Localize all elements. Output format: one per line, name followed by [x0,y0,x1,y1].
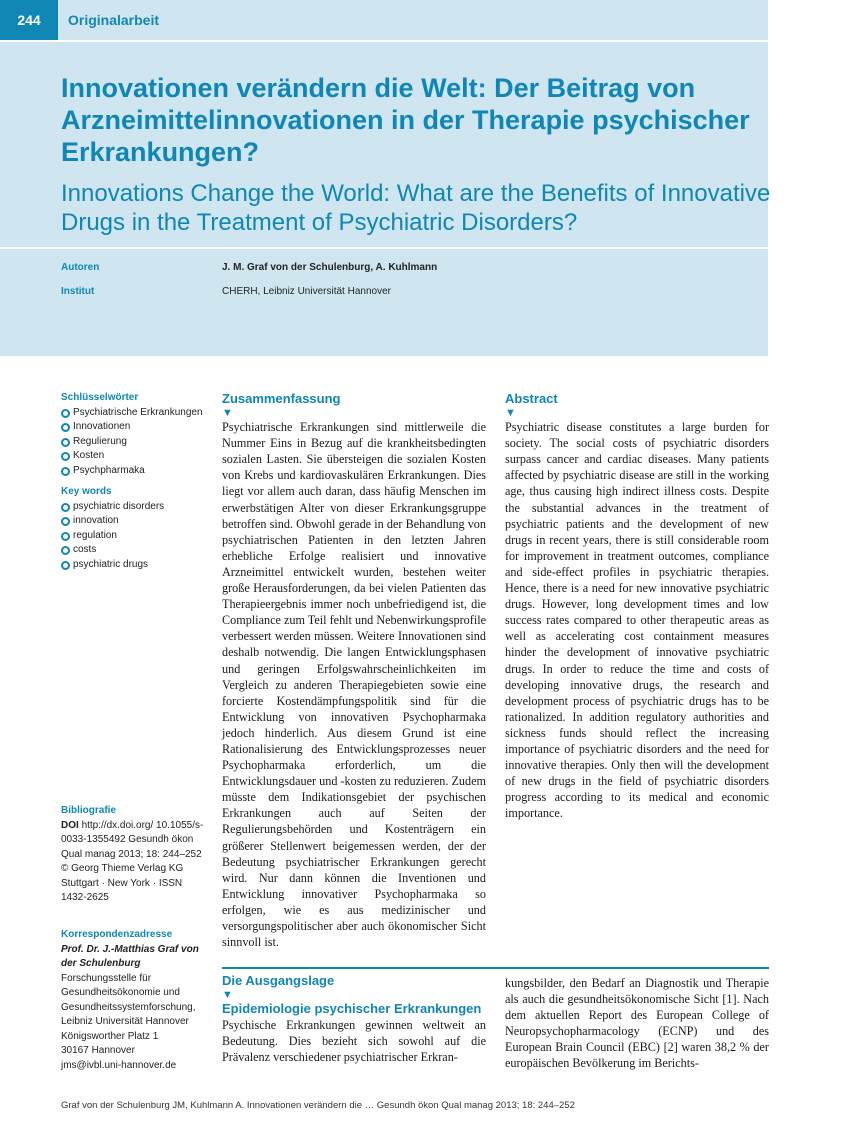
body-right-column [505,975,769,1072]
correspondence-line: 30167 Hannover [61,1045,135,1056]
keyword-item: Regulierung [61,435,206,450]
keyword-item: psychiatric disorders [61,500,206,515]
abstract-german-heading: Zusammenfassung [222,391,341,406]
triangle-marker-icon: ▼ [222,407,233,420]
correspondence-label: Korrespondenzadresse [61,929,173,940]
body-text-left: Psychische Erkrankungen gewinnen weltweit an Bedeutung. Dies bezieht sich sowohl auf die Prävalenz verschiedener psychiatrischer Erkran- [222,1018,486,1065]
keyword-item: Psychpharmaka [61,464,206,479]
institute: CHERH, Leibniz Universität Hannover [222,286,391,297]
title-english: Innovations Change the World: What are the Benefits of Innovative Drugs in the Treatment of Psychiatric Disorders? [61,180,771,236]
keywords-en-list [61,500,206,573]
page-number: 244 [0,0,58,40]
section-heading: Die Ausgangslage [222,973,335,988]
keyword-item: regulation [61,529,206,544]
title-divider [0,247,768,249]
authors: J. M. Graf von der Schulenburg, A. Kuhlmann [222,262,438,273]
triangle-marker-icon: ▼ [222,989,233,1002]
keyword-item: costs [61,543,206,558]
section-label: Originalarbeit [68,12,160,28]
institute-label: Institut [61,286,95,297]
abstract-english-heading: Abstract [505,391,558,406]
correspondence-block [61,928,206,1073]
correspondence-name: Prof. Dr. J.-Matthias Graf von der Schulenburg [61,943,199,969]
abstract-german-text: Psychiatrische Erkrankungen sind mittlerweile die Nummer Eins in Bezug auf die krankheitsbedingten sozialen Lasten. Sie übersteigen die sozialen Kosten von Krebs und kardiovaskulären Erkrankungen. Dies liegt vor allem auch daran, dass häufig Menschen im erwerbstätigen Alter von dieser Erkrankungsgruppe betroffen sind. Obwohl gerade in der Behandlung von psychiatrischen Patienten in den letzten Jahren erhebliche Erfolge realisiert und innovative Arzneimittel entwickelt wurden, bestehen weiter große Herausforderungen, da bei vielen Patienten das Therapieergebnis immer noch unbefriedigend ist, die Compliance zum Teil fehlt und Nebenwirkungsprofile verbessert werden müssen. Weitere Innovationen sind deshalb notwendig. Die langen Entwicklungsphasen und geringen Erfolgswahrscheinlichkeiten im Vergleich zu anderen Therapiegebieten sowie eine forcierte Kostendämpfungspolitik sind für die Entwicklung von innovativen Psychopharmaka jedoch hinderlich. Aus diesem Grund ist eine Rationalisierung des Entwicklungsprozesses neuer Psychopharmaka erforderlich, um die Entwicklungsdauer und -kosten zu reduzieren. Zudem müsste dem Indikationsgebiet der psychischen Erkrankungen auch auf Seiten der Regulierungsbehörden und Kostenträgern ein größerer Stellenwert beigemessen werden, der der Bedeutung psychiatrischer Erkrankungen gerecht wird. Nur dann können die Inventionen und Entwicklung innovativer Psychopharmaka so erfolgen, wie es aus medizinischer und versorgungspolitischer aber auch ökonomischer Sicht sinnvoll ist. [222,420,486,950]
running-header [0,0,768,40]
correspondence-email[interactable]: jms@ivbl.uni-hannover.de [61,1059,177,1071]
bibliography-block [61,804,206,906]
footer-citation: Graf von der Schulenburg JM, Kuhlmann A. Innovationen verändern die … Gesundh ökon Qual manag 2013; 18: 244–252 [61,1100,575,1111]
keywords-sidebar [61,391,206,572]
section-rule [222,967,769,969]
body-text-right: kungsbilder, den Bedarf an Diagnostik und Therapie als auch die gesundheitsökonomische Sicht [1]. Nach dem aktuellen Report des European College of Neuropsychopharmacology (ECNP) und des European Brain Council (EBC) [2] waren 38,2 % der europäischen Bevölkerung im Berichts- [505,976,769,1071]
keyword-item: innovation [61,514,206,529]
keyword-item: psychiatric drugs [61,558,206,573]
keyword-item: Innovationen [61,420,206,435]
header-band [0,0,768,356]
abstract-german [222,391,486,950]
bibliography-text [61,819,206,906]
bibliography-details: http://dx.doi.org/ 10.1055/s-0033-1355492 Gesundh ökon Qual manag 2013; 18: 244–252 © Georg Thieme Verlag KG Stuttgart · New York · ISSN 1432-2625 [61,819,204,903]
correspondence-line: Gesundheitssystemforschung, [61,1001,196,1013]
keyword-item: Psychiatrische Erkrankungen [61,406,206,421]
title-german: Innovationen verändern die Welt: Der Beitrag von Arzneimittelinnovationen in der Therapie psychischer Erkrankungen? [61,73,750,167]
correspondence-line: Gesundheitsökonomie und [61,987,180,998]
subsection-heading: Epidemiologie psychischer Erkrankungen [222,1001,482,1017]
header-divider [0,40,768,42]
authors-label: Autoren [61,262,100,273]
keyword-item: Kosten [61,449,206,464]
triangle-marker-icon: ▼ [505,407,516,420]
correspondence-line: Forschungsstelle für [61,972,152,984]
doi-label: DOI [61,819,79,831]
keywords-de-list [61,406,206,479]
body-left-column [222,973,486,1065]
abstract-english-text: Psychiatric disease constitutes a large burden for society. The social costs of psychiatric disorders surpass cancer and cardiac diseases. Many patients affected by psychiatric disease are still in the working age, thus causing high indirect illness costs. Despite the substantial advances in the treatment of psychiatric patients and the development of new drugs in recent years, there is still considerable room for improvement in treatment outcomes, compliance and side-effect profiles in psychiatric therapies. Hence, there is a need for new innovative psychiatric drugs. However, long development times and low success rates compared to other therapeutic areas as well as accelerating cost containment measures hinder the development of innovative psychiatric drugs. In order to reduce the time and costs of developing innovative drugs, the research and development process of psychiatric drugs has to be rationalized. In addition regulatory authorities and sickness funds should reflect the increasing importance of psychiatric disorders and the need for innovative therapies. Only then will the development of new drugs in the field of psychiatric disorders progress according to its medical and economic importance. [505,420,769,821]
correspondence-line: Leibniz Universität Hannover [61,1016,189,1027]
correspondence-line: Königsworther Platz 1 [61,1030,159,1042]
abstract-english [505,391,769,821]
keywords-en-label: Key words [61,486,112,497]
keywords-de-label: Schlüsselwörter [61,392,139,403]
bibliography-label: Bibliografie [61,805,117,816]
